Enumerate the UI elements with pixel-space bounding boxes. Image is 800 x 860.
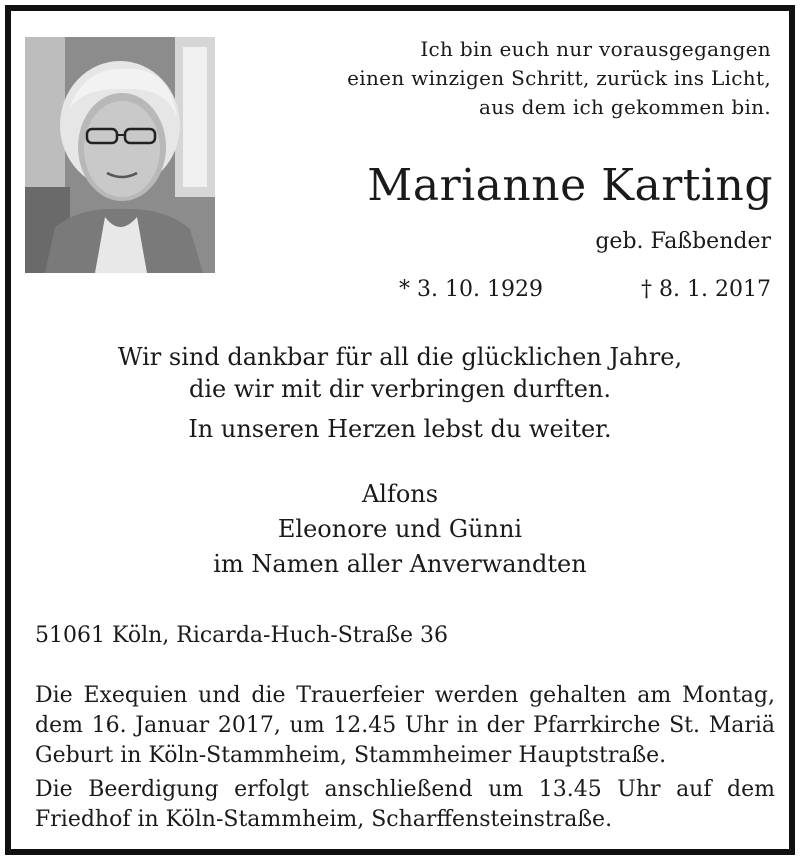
- poem: [347, 35, 771, 122]
- obituary-frame: [5, 5, 795, 855]
- signers: [11, 477, 789, 582]
- signer-line: Eleonore und Günni: [277, 515, 523, 543]
- gratitude-line: die wir mit dir verbringen durften.: [188, 375, 611, 403]
- service-line: Die Exequien und die Trauerfeier werden gehalten am Montag,: [35, 683, 775, 708]
- address: 51061 Köln, Ricarda-Huch-Straße 36: [35, 623, 448, 648]
- signer-line: im Namen aller Anverwandten: [213, 550, 587, 578]
- signer-line: Alfons: [361, 480, 439, 508]
- poem-line: Ich bin euch nur vorausgegangen: [420, 37, 771, 61]
- burial-line: Die Beerdigung erfolgt anschließend um 13.45 Uhr auf dem: [35, 777, 775, 802]
- heart-line: In unseren Herzen lebst du weiter.: [188, 415, 612, 443]
- birth-date: * 3. 10. 1929: [399, 277, 543, 302]
- gratitude-text: [11, 341, 789, 405]
- burial-info: [35, 775, 775, 835]
- deceased-name: Marianne Karting: [367, 160, 773, 211]
- portrait-photo: [25, 37, 215, 273]
- poem-line: einen winzigen Schritt, zurück ins Licht,: [347, 66, 771, 90]
- gratitude-line: Wir sind dankbar für all die glücklichen Jahre,: [117, 343, 683, 371]
- service-line: Geburt in Köln-Stammheim, Stammheimer Hauptstraße.: [35, 743, 667, 768]
- burial-line: Friedhof in Köln-Stammheim, Scharffensteinstraße.: [35, 807, 613, 832]
- service-line: dem 16. Januar 2017, um 12.45 Uhr in der Pfarrkirche St. Mariä: [35, 713, 775, 738]
- maiden-name: geb. Faßbender: [595, 229, 771, 254]
- death-date: † 8. 1. 2017: [641, 277, 771, 302]
- service-info: [35, 681, 775, 771]
- poem-line: aus dem ich gekommen bin.: [479, 95, 771, 119]
